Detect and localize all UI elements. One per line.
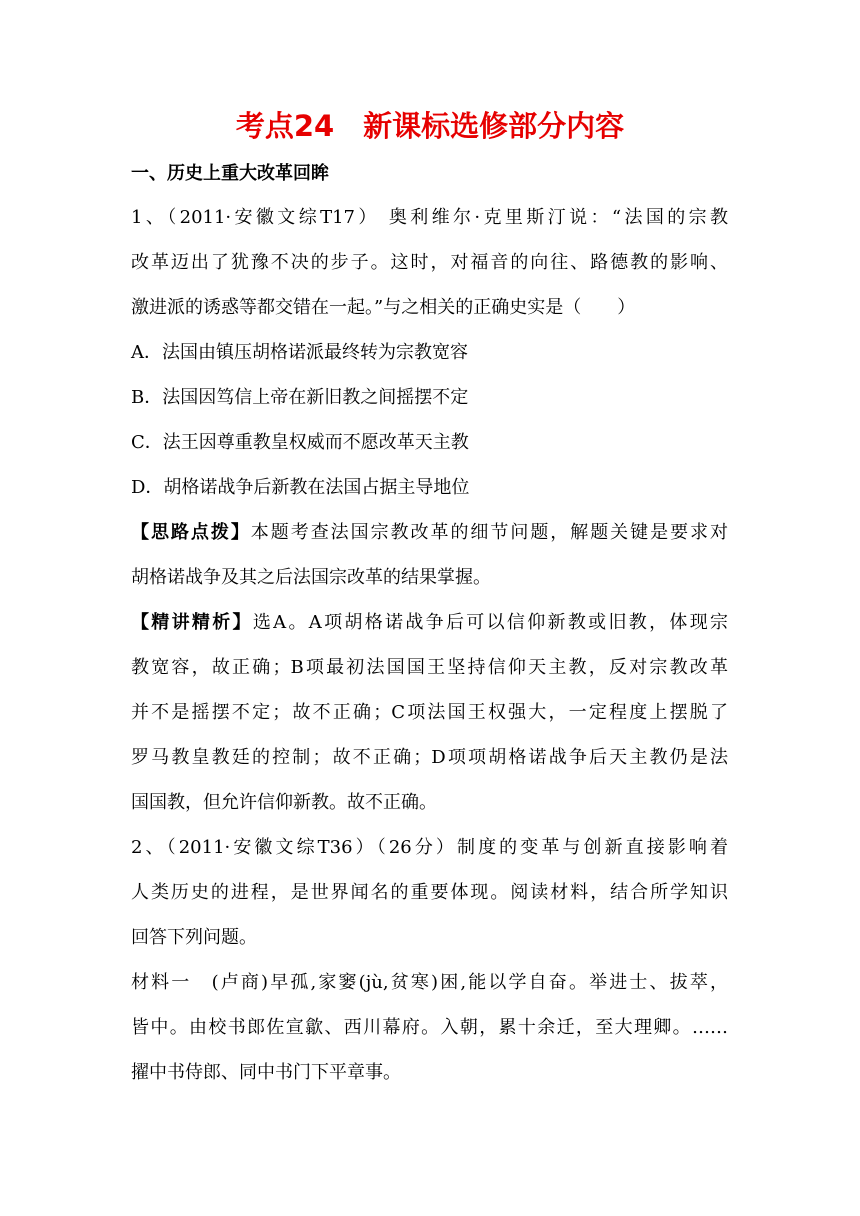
q2-material-line-3: 擢中书侍郎、同中书门下平章事。 (131, 1062, 401, 1083)
q2-stem-line-2: 人类历史的进程，是世界闻名的重要体现。阅读材料，结合所学知识 (131, 882, 728, 903)
q1-analysis-line-4: 罗马教皇教廷的控制；故不正确；D项项胡格诺战争后天主教仍是法 (131, 747, 728, 768)
q1-analysis-line-1 (131, 608, 728, 638)
analysis-label: 【精讲精析】 (131, 612, 253, 633)
page-title: 考点24 新课标选修部分内容 (235, 109, 625, 143)
analysis-text-1: 选A。A项胡格诺战争后可以信仰新教或旧教，体现宗 (252, 612, 729, 633)
q1-option-c: C．法王因尊重教皇权威而不愿改革天主教 (131, 432, 469, 453)
q1-option-a: A．法国由镇压胡格诺派最终转为宗教宽容 (131, 342, 468, 363)
q1-stem-line-2: 改革迈出了犹豫不决的步子。这时，对福音的向往、路德教的影响、 (131, 252, 728, 273)
q2-material-line-1: 材料一 (卢商)早孤,家窭(jù,贫寒)困,能以学自奋。举进士、拔萃， (131, 972, 728, 993)
q1-option-d: D．胡格诺战争后新教在法国占据主导地位 (131, 477, 470, 498)
q2-stem-line-3: 回答下列问题。 (131, 927, 257, 948)
section-heading: 一、历史上重大改革回眸 (131, 163, 329, 184)
q2-stem-line-1: 2、（2011·安徽文综T36）（26分）制度的变革与创新直接影响着 (131, 837, 728, 858)
q1-analysis-line-2: 教宽容，故正确；B项最初法国国王坚持信仰天主教，反对宗教改革 (131, 657, 728, 678)
q1-analysis-line-5: 国国教，但允许信仰新教。故不正确。 (131, 792, 437, 813)
q1-option-b: B．法国因笃信上帝在新旧教之间摇摆不定 (131, 387, 469, 408)
hint-text-1: 本题考查法国宗教改革的细节问题，解题关键是要求对 (250, 522, 729, 543)
q1-hint-line-2: 胡格诺战争及其之后法国宗改革的结果掌握。 (131, 567, 491, 588)
q1-stem-line-3: 激进派的诱惑等都交错在一起。”与之相关的正确史实是（ ） (131, 297, 636, 318)
q2-material-line-2: 皆中。由校书郎佐宣歙、西川幕府。入朝，累十余迁，至大理卿。…… (131, 1017, 728, 1038)
q1-stem-line-1: 1、（2011·安徽文综T17） 奥利维尔·克里斯汀说：“法国的宗教 (131, 207, 728, 228)
hint-label: 【思路点拨】 (131, 522, 251, 543)
q1-hint-line-1 (131, 518, 728, 548)
q1-analysis-line-3: 并不是摇摆不定；故不正确；C项法国王权强大，一定程度上摆脱了 (131, 702, 728, 723)
